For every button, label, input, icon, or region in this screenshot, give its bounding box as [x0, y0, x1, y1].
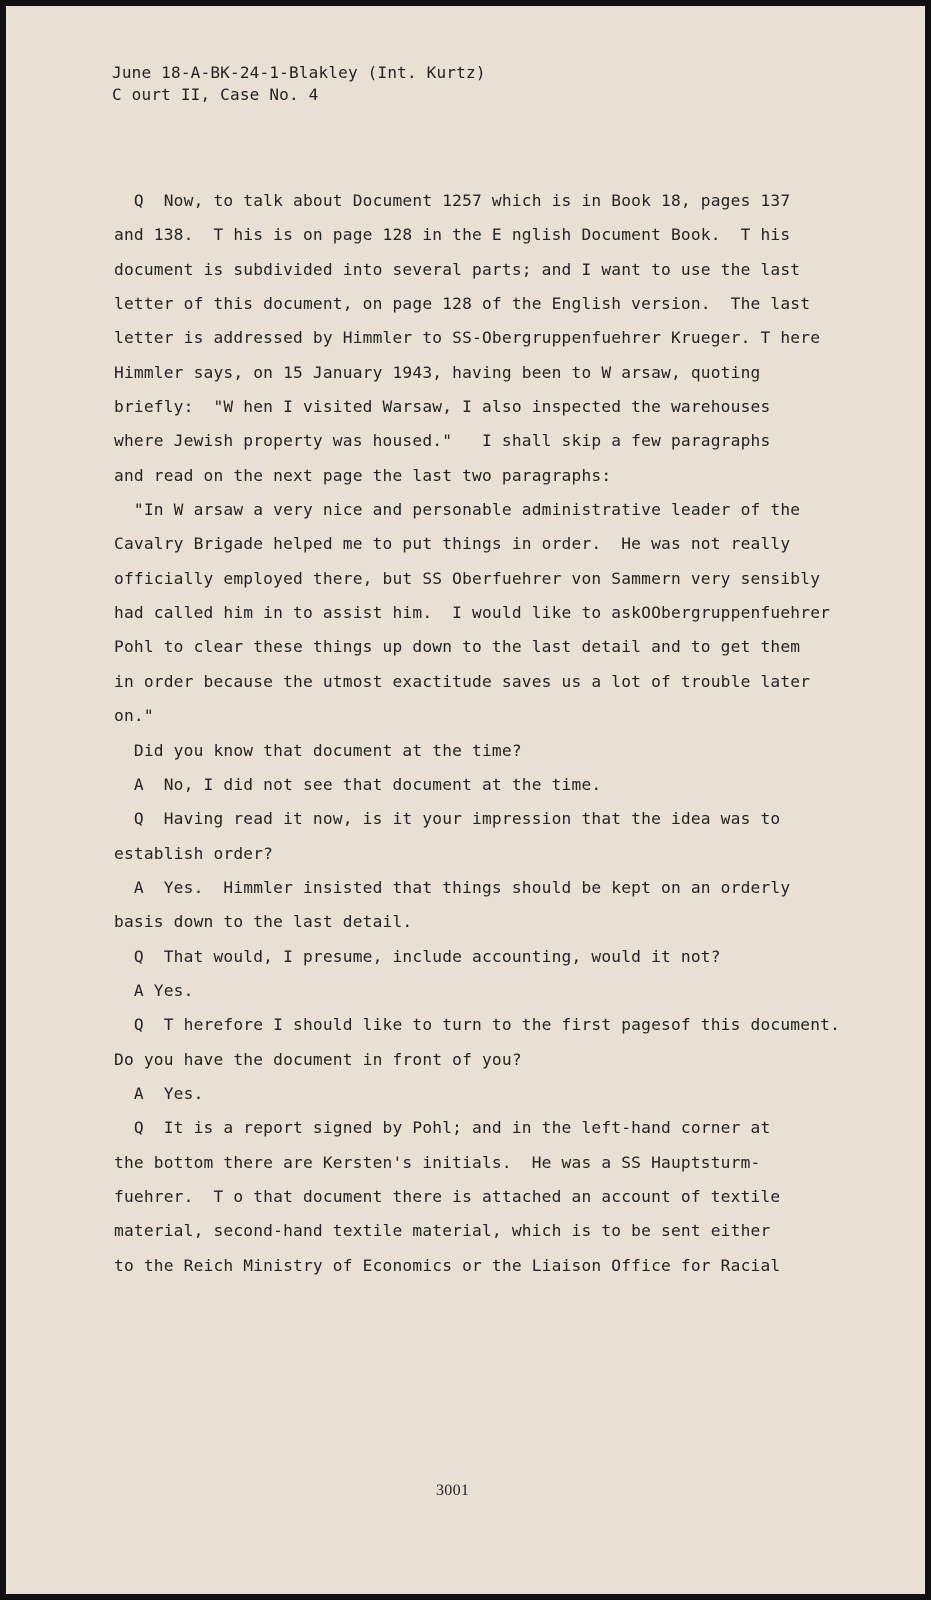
text-line: A Yes.	[114, 1083, 204, 1103]
text-line: Do you have the document in front of you?	[114, 1049, 522, 1069]
text-line: the bottom there are Kersten's initials. He was a SS Hauptsturm-	[114, 1152, 761, 1172]
page-number: 3001	[436, 1482, 470, 1499]
text-line: Q T herefore I should like to turn to the first pagesof this document.	[114, 1015, 841, 1035]
text-line: where Jewish property was housed." I shall skip a few paragraphs	[114, 431, 771, 451]
text-line: material, second-hand textile material, which is to be sent either	[114, 1221, 771, 1241]
text-line: Q It is a report signed by Pohl; and in the left-hand corner at	[114, 1118, 771, 1138]
text-line: basis down to the last detail.	[114, 912, 413, 932]
text-line: A Yes. Himmler insisted that things should be kept on an orderly	[114, 877, 791, 897]
text-line: in order because the utmost exactitude saves us a lot of trouble later	[114, 671, 811, 691]
transcript-body	[114, 184, 874, 1283]
text-line: briefly: "W hen I visited Warsaw, I also inspected the warehouses	[114, 397, 771, 417]
text-line: letter of this document, on page 128 of the English version. The last	[114, 294, 811, 314]
text-line: to the Reich Ministry of Economics or the Liaison Office for Racial	[114, 1255, 781, 1275]
text-line: Q Having read it now, is it your impression that the idea was to	[114, 809, 781, 829]
text-line: on."	[114, 706, 154, 726]
text-line: letter is addressed by Himmler to SS-Obergruppenfuehrer Krueger. T here	[114, 328, 821, 348]
text-line: document is subdivided into several parts; and I want to use the last	[114, 259, 801, 279]
text-line: had called him in to assist him. I would like to askOObergruppenfuehrer	[114, 603, 831, 623]
header-line-1: June 18-A-BK-24-1-Blakley (Int. Kurtz)	[112, 63, 486, 82]
text-line: Q That would, I presume, include accounting, would it not?	[114, 946, 721, 966]
text-line: Q Now, to talk about Document 1257 which is in Book 18, pages 137	[114, 191, 791, 210]
text-line: "In W arsaw a very nice and personable administrative leader of the	[114, 500, 801, 520]
text-line: fuehrer. T o that document there is attached an account of textile	[114, 1186, 781, 1206]
text-line: Pohl to clear these things up down to the last detail and to get them	[114, 637, 801, 657]
text-line: Himmler says, on 15 January 1943, having been to W arsaw, quoting	[114, 362, 761, 382]
text-line: and read on the next page the last two paragraphs:	[114, 465, 612, 485]
page-header	[112, 62, 486, 106]
text-line: Did you know that document at the time?	[114, 740, 522, 760]
text-line: and 138. T his is on page 128 in the E nglish Document Book. T his	[114, 225, 791, 245]
header-line-2: C ourt II, Case No. 4	[112, 85, 319, 104]
text-line: A No, I did not see that document at the time.	[114, 774, 602, 794]
text-line: officially employed there, but SS Oberfuehrer von Sammern very sensibly	[114, 568, 821, 588]
text-line: Cavalry Brigade helped me to put things in order. He was not really	[114, 534, 791, 554]
text-line: A Yes.	[114, 980, 194, 1000]
text-line: establish order?	[114, 843, 274, 863]
